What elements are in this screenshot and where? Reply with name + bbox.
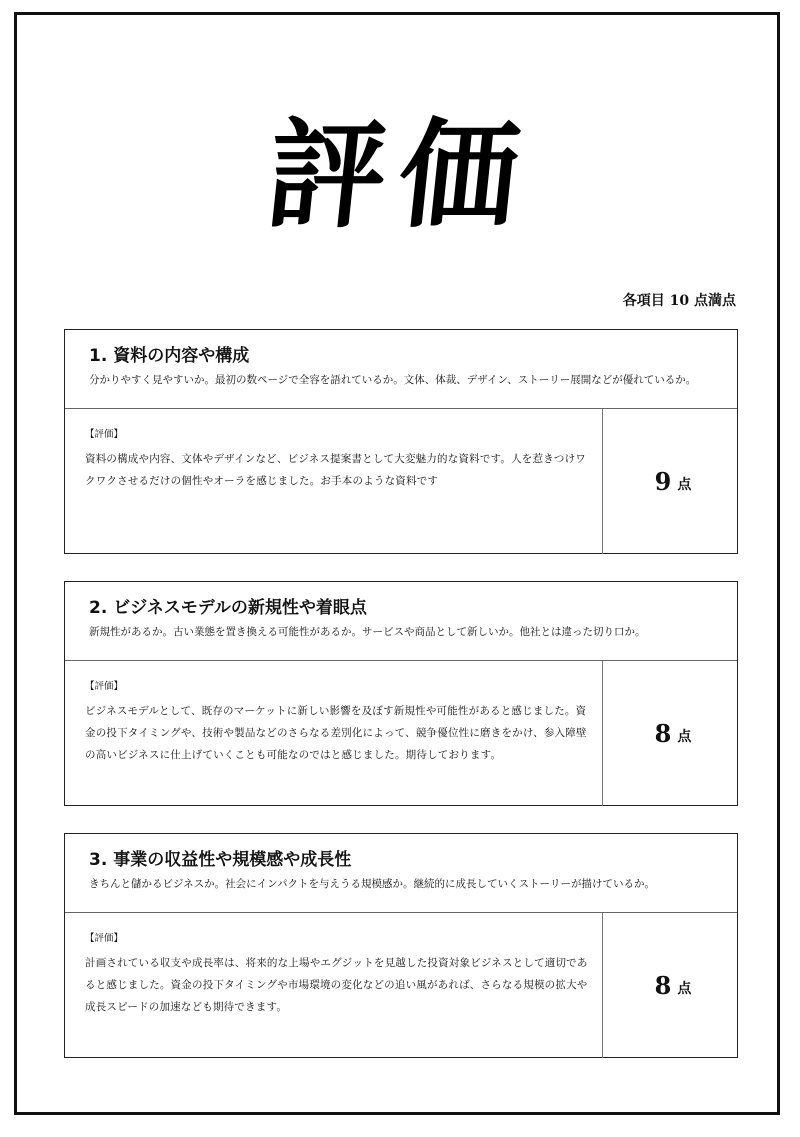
section-body [65, 409, 737, 554]
score-unit: 点 [677, 476, 692, 493]
section-criteria: 新規性があるか。古い業態を置き換える可能性があるか。サービスや商品として新しいか。他社とは違った切り口か。 [89, 626, 646, 638]
score-value: 9 [654, 467, 672, 496]
section-body [65, 913, 737, 1058]
comment-text: 計画されている収支や成長率は、将来的な上場やエグジットを見越した投資対象ビジネスとして適切であると感じました。資金の投下タイミングや市場環境の変化などの追い風があれば、さらなる規模の拡大や成長スピードの加速なども期待できます。 [85, 957, 588, 1013]
comment-label: 【評価】 [85, 681, 124, 692]
score-cell [603, 409, 737, 554]
comment-label: 【評価】 [85, 429, 124, 440]
scoring-scale-note: 各項目 10 点満点 [622, 293, 736, 309]
comment-label: 【評価】 [85, 933, 124, 944]
comment-cell [65, 409, 603, 554]
comment-cell [65, 661, 603, 806]
page-title: 評価 [260, 105, 540, 244]
score-value: 8 [654, 971, 672, 1000]
section-header [65, 330, 737, 409]
score-cell [603, 661, 737, 806]
section-criteria: 分かりやすく見やすいか。最初の数ページで全容を語れているか。文体、体裁、デザイン、ストーリー展開などが優れているか。 [89, 374, 697, 386]
section-header [65, 834, 737, 913]
section-header [65, 582, 737, 661]
evaluation-section [64, 833, 738, 1058]
evaluation-section [64, 329, 738, 554]
score-cell [603, 913, 737, 1058]
section-body [65, 661, 737, 806]
comment-cell [65, 913, 603, 1058]
evaluation-section [64, 581, 738, 806]
section-heading: 3. 事業の収益性や規模感や成長性 [89, 850, 352, 870]
score-unit: 点 [677, 980, 692, 997]
section-heading: 2. ビジネスモデルの新規性や着眼点 [89, 598, 367, 618]
score-value: 8 [654, 719, 672, 748]
comment-text: ビジネスモデルとして、既存のマーケットに新しい影響を及ぼす新規性や可能性があると感じました。資金の投下タイミングや、技術や製品などのさらなる差別化によって、競争優位性に磨きをかけ、参入障壁の高いビジネスに仕上げていくことも可能なのではと感じました。期待しております。 [85, 705, 587, 761]
section-heading: 1. 資料の内容や構成 [89, 346, 250, 366]
comment-text: 資料の構成や内容、文体やデザインなど、ビジネス提案書として大変魅力的な資料です。人を惹きつけワクワクさせるだけの個性やオーラを感じました。お手本のような資料です [85, 453, 587, 487]
section-criteria: きちんと儲かるビジネスか。社会にインパクトを与えうる規模感か。継続的に成長していくストーリーが描けているか。 [89, 878, 655, 890]
score-unit: 点 [677, 728, 692, 745]
